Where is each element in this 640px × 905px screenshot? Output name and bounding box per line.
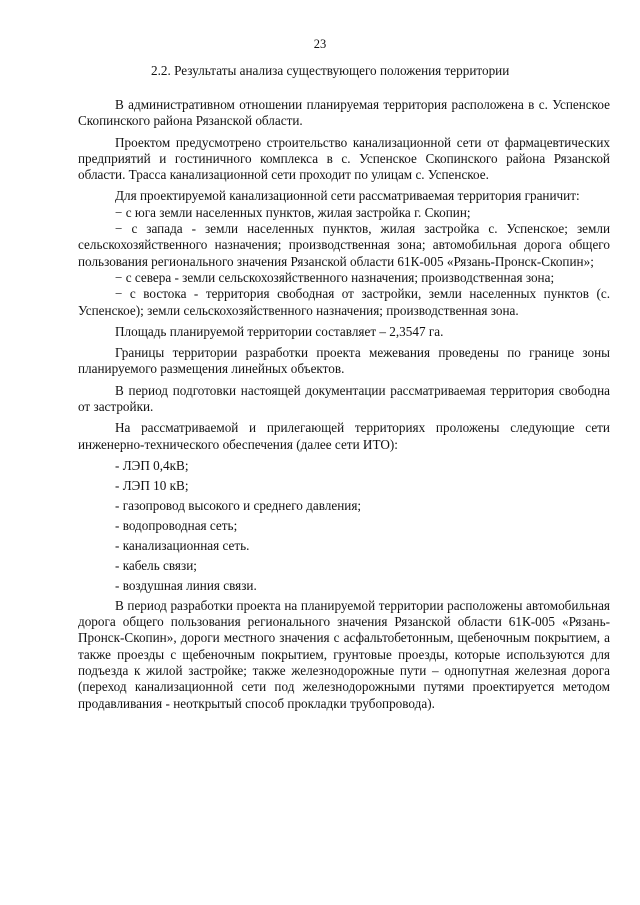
section-title: 2.2. Результаты анализа существующего положения территории	[151, 63, 510, 78]
border-south: − с юга земли населенных пунктов, жилая застройка г. Скопин;	[115, 204, 471, 220]
network-item: - газопровод высокого и среднего давления;	[115, 497, 362, 513]
border-east: − с востока - территория свободная от застройки, земли населенных пунктов (с. Успенское); земли сельскохозяйственного назначения; производственная зона.	[78, 286, 610, 318]
paragraph-free-territory: В период подготовки настоящей документации рассматриваемая территория свободна от застройки.	[78, 382, 610, 415]
network-item: - ЛЭП 0,4кВ;	[115, 457, 189, 473]
border-west: − с запада - земли населенных пунктов, жилая застройка с. Успенское; земли сельскохозяйственного назначения; производственная зона; автомобильная дорога общего пользования регионального значения Рязанской области 61К-005 «Рязань-Пронск-Скопин»;	[78, 221, 610, 269]
paragraph-area: Площадь планируемой территории составляет – 2,3547 га.	[115, 323, 444, 339]
document-body	[78, 97, 610, 717]
network-item: - канализационная сеть.	[115, 537, 250, 553]
paragraph-networks-intro: На рассматриваемой и прилегающей территориях проложены следующие сети инженерно-технического обеспечения (далее сети ИТО):	[78, 420, 610, 452]
paragraph-project: Проектом предусмотрено строительство канализационной сети от фармацевтических предприятий и гостиничного комплекса в с. Успенское Скопинского района Рязанской области. Трасса канализационной сети проходит по улицам с. Успенское.	[78, 134, 610, 183]
page-number: 23	[313, 37, 327, 51]
network-item: - воздушная линия связи.	[115, 577, 257, 593]
network-item: - ЛЭП 10 кВ;	[115, 477, 189, 493]
paragraph-boundaries: Границы территории разработки проекта межевания проведены по границе зоны планируемого размещения линейных объектов.	[78, 345, 610, 377]
paragraph-location: В административном отношении планируемая территория расположена в с. Успенское Скопинского района Рязанской области.	[78, 97, 610, 129]
paragraph-roads: В период разработки проекта на планируемой территории расположены автомобильная дорога общего пользования регионального значения Рязанской области 61К-005 «Рязань-Пронск-Скопин», дороги местного значения с асфальтобетонным, щебеночным покрытием, а также проезды с щебеночным покрытием, грунтовые проезды, которые используются для подъезда к жилой застройке; также железнодорожные пути – однопутная железная дорога (переход канализационной сети под железнодорожными путями проектируется методом продавливания - неоткрытый способ прокладки трубопровода).	[78, 597, 610, 711]
paragraph-borders-intro: Для проектируемой канализационной сети рассматриваемая территория граничит:	[115, 188, 580, 204]
border-north: − с севера - земли сельскохозяйственного назначения; производственная зона;	[115, 269, 555, 285]
network-item: - кабель связи;	[115, 557, 197, 573]
network-item: - водопроводная сеть;	[115, 517, 238, 533]
